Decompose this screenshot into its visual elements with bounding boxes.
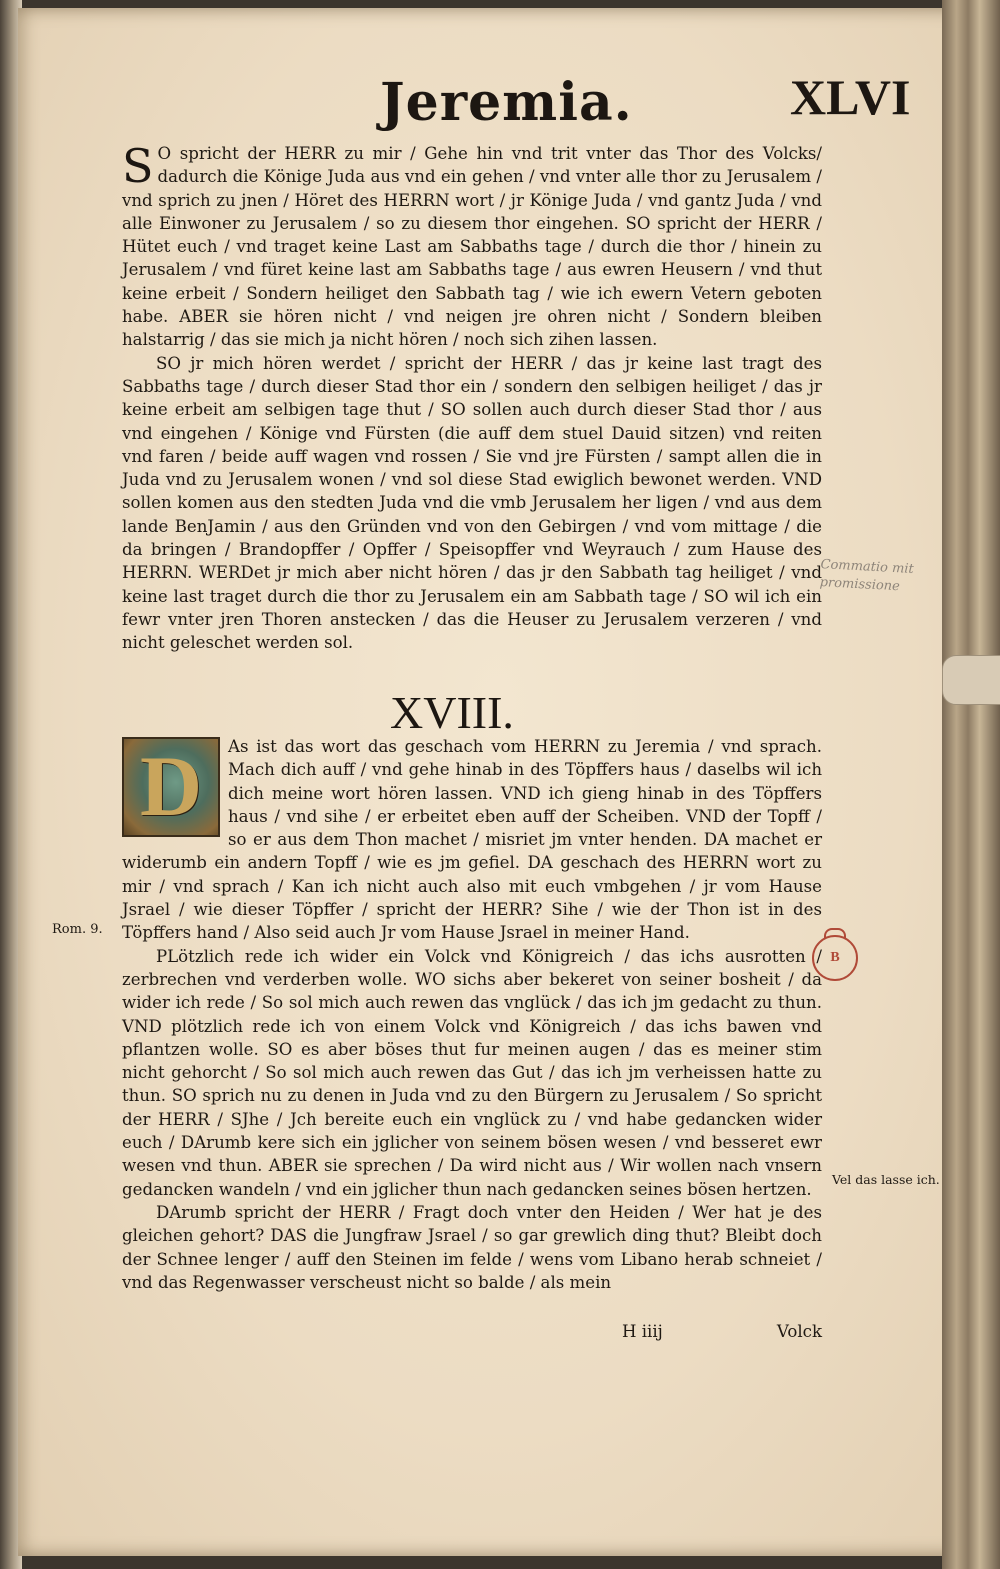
paragraph: SO jr mich hören werdet / spricht der HERR / das jr keine last tragt des Sabbaths tage / durch dieser Stad thor ein / sondern den selbigen heiliget / das jr keine erbeit am selbigen tage thut / SO sollen auch durch dieser Stad thor / aus vnd eingehen / Könige vnd Fürsten (die auff dem stuel Dauid sitzen) vnd reiten vnd faren / beide auff wagen vnd rossen / Sie vnd jre Fürsten / sampt allen die in Juda vnd zu Jerusalem wonen / vnd sol diese Stad ewiglich bewonet werden. VND sollen komen aus den stedten Juda vnd die vmb Jerusalem her ligen / vnd aus dem lande BenJamin / aus den Gründen vnd von den Gebirgen / vnd vom mittage / die da bringen / Brandopffer / Opffer / Speisopffer vnd Weyrauch / zum Hause des HERRN. WERDet jr mich aber nicht hören / das jr den Sabbath tag heiliget / vnd keine last traget durch die thor zu Jerusalem ein am Sabbath tage / SO wil ich ein fewr vnter jren Thoren anstecken / das die Heuser zu Jerusalem verzeren / vnd nicht geleschet werden sol. [122, 353, 822, 653]
page-tab-marker [942, 655, 1000, 705]
catchword: Volck [776, 1322, 822, 1341]
paragraph [122, 139, 822, 352]
paragraph-text: As ist das wort das geschach vom HERRN zu Jeremia / vnd sprach. Mach dich auff / vnd gehe hinab in des Töpffers haus / daselbs wil ich dich meine wort hören lassen. VND ich gieng hinab in des Töpffers haus / vnd sihe / er erbeitet eben auff der Scheiben. VND der Topff / so er aus dem Thon machet / misriet jm vnter henden. DA machet er widerumb ein andern Topff / wie es jm gefiel. DA geschach des HERRN wort zu mir / vnd sprach / Kan ich nicht auch also mit euch vmbgehen / jr vom Hause Jsrael / wie dieser Töpffer / spricht der HERR? Sihe / wie der Thon ist in des Töpffers hand / Also seid auch Jr vom Hause Jsrael in meiner Hand. [122, 737, 822, 943]
signature-mark: H iiij [622, 1322, 663, 1341]
drop-letter: S [122, 139, 154, 193]
paragraph: PLötzlich rede ich wider ein Volck vnd Königreich / das ichs ausrotten / zerbrechen vnd verderben wolle. WO sichs aber bekeret von seiner bosheit / da wider ich rede / So sol mich auch rewen das vnglück / das ich jm gedacht zu thun. VND plötzlich rede ich von einem Volck vnd Königreich / das ichs bawen vnd pflantzen wolle. SO es aber böses thut fur meinen augen / das es meiner stim nicht gehorcht / So sol mich auch rewen das Gut / das ich jm verheissen hatte zu thun. SO sprich nu zu denen in Juda vnd zu den Bürgern zu Jerusalem / So spricht der HERR / SJhe / Jch bereite euch ein vnglück zu / vnd habe gedancken wider euch / DArumb kere sich ein jglicher von seinem bösen wesen / vnd besseret ewr wesen vnd thun. ABER sie sprechen / Da wird nicht aus / Wir wollen nach vnsern gedancken wandeln / vnd ein jglicher thun nach gedancken seines bösen hertzen. [122, 946, 822, 1199]
paragraph [122, 735, 822, 945]
margin-note-rom: Rom. 9. [52, 922, 103, 937]
footer-line [622, 1322, 822, 1348]
library-stamp [812, 935, 858, 981]
text-block-lower [122, 735, 822, 1294]
decorated-initial: D [122, 737, 220, 837]
chapter-number: XVIII. [390, 687, 514, 738]
text-block-upper [122, 139, 822, 655]
paragraph: DArumb spricht der HERR / Fragt doch vnter den Heiden / Wer hat je des gleichen gehort? DAS die Jungfraw Jsrael / so gar grewlich ding thut? Bleibt doch der Schnee lenger / auff den Steinen im felde / wens vom Libano herab schneiet / vnd das Regenwasser verscheust nicht so balde / als mein [122, 1202, 822, 1292]
running-head: Jeremia. [380, 72, 633, 133]
manuscript-annotation: Commatio mit promissione [819, 557, 915, 595]
stamp-letter: B [830, 950, 840, 965]
folio-number: XLVI [790, 69, 911, 125]
margin-note-vel: Vel das lasse ich. [832, 1172, 940, 1187]
paragraph-text: O spricht der HERR zu mir / Gehe hin vnd trit vnter das Thor des Volcks/ dadurch die Könige Juda aus vnd ein gehen / vnd vnter alle thor zu Jerusalem / vnd sprich zu jnen / Höret des HERRN wort / jr Könige Juda / vnd gantz Juda / vnd alle Einwoner zu Jerusalem / so zu diesem thor eingehen. SO spricht der HERR / Hütet euch / vnd traget keine Last am Sabbaths tage / durch die thor / hinein zu Jerusalem / vnd füret keine last am Sabbaths tage / aus ewren Heusern / vnd thut keine erbeit / Sondern heiliget den Sabbath tag / wie ich ewern Vetern geboten habe. ABER sie hören nicht / vnd neigen jre ohren nicht / Sondern bleiben halstarrig / das sie mich ja nicht hören / noch sich zihen lassen. [122, 144, 822, 350]
book-fore-edge [942, 0, 1000, 1569]
